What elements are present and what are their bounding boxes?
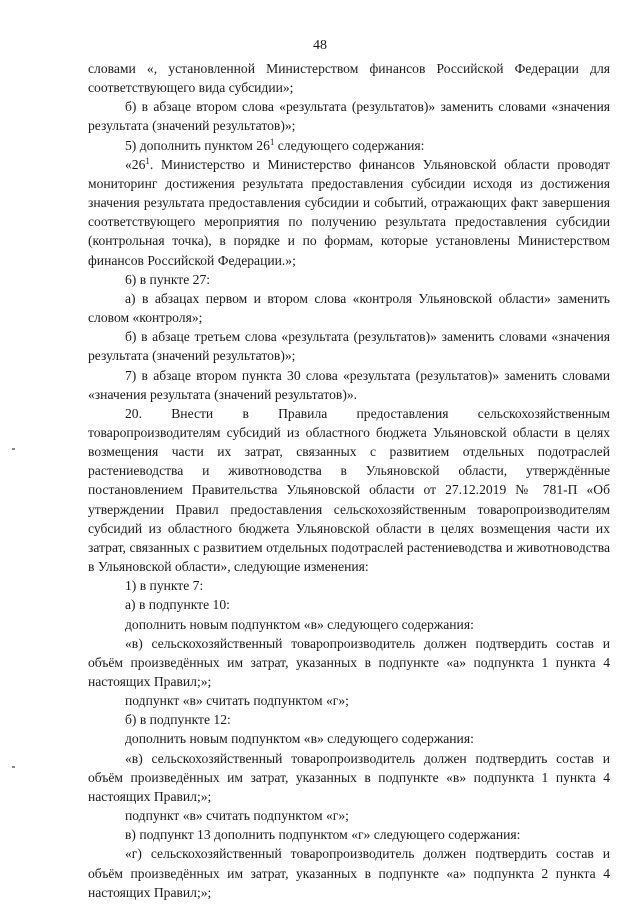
paragraph: подпункт «в» считать подпунктом «г»; xyxy=(125,808,349,824)
paragraph: б) в подпункте 12: xyxy=(125,712,231,728)
paragraph: б) в абзаце втором слова «результата (результатов)» заменить словами «значения результата (значений результатов)»; xyxy=(88,99,610,134)
paragraph: 7) в абзаце втором пункта 30 слова «результата (результатов)» заменить словами «значения результата (значений результатов)». xyxy=(88,367,610,402)
document-body xyxy=(88,59,610,902)
paragraph: «г) сельскохозяйственный товаропроизводитель должен подтвердить состав и объём произведённых им затрат, указанных в подпункте «а» подпункта 2 пункта 4 настоящих Правил;»; xyxy=(88,846,610,900)
paragraph: «в) сельскохозяйственный товаропроизводитель должен подтвердить состав и объём произведённых им затрат, указанных в подпункте «а» подпункта 1 пункта 4 настоящих Правил;»; xyxy=(88,635,610,689)
paragraph: а) в подпункте 10: xyxy=(125,597,230,613)
paragraph: «в) сельскохозяйственный товаропроизводитель должен подтвердить состав и объём произведённых им затрат, указанных в подпункте «в» подпункта 1 пункта 4 настоящих Правил;»; xyxy=(88,750,610,804)
paragraph: 1) в пункте 7: xyxy=(125,578,204,594)
paragraph: 5) дополнить пунктом $26^1$ следующего содержания: xyxy=(125,136,425,153)
scan-mark xyxy=(12,448,15,450)
paragraph: б) в абзаце третьем слова «результата (результатов)» заменить словами «значения результата (значений результатов)»; xyxy=(88,329,610,364)
paragraph: а) в абзацах первом и втором слова «контроля Ульяновской области» заменить словом «контроля»; xyxy=(88,290,610,326)
paragraph: 20. Внести в Правила предоставления сельскохозяйственным товаропроизводителям субсидий из областного бюджета Ульяновской области в целях возмещения части их затрат, связанных с развитием отдельных подотраслей растениеводства и животноводства в Ульяновской области, утверждённые постановлением Правительства Ульяновской области от 27.12.2019 № 781-П «Об утверждении Правил предоставления сельскохозяйственным товаропроизводителям субсидий из областного бюджета Ульяновской области в целях возмещения части их затрат, связанных с развитием отдельных подотраслей растениеводства и животноводства в Ульяновской области», следующие изменения: xyxy=(88,405,610,575)
paragraph: дополнить новым подпунктом «в» следующего содержания: xyxy=(125,731,474,747)
paragraph: «$26^1$. Министерство и Министерство финансов Ульяновской области проводят мониторинг достижения результата предоставления субсидии исходя из достижения значения результата предоставления субсидии и событий, отражающих факт завершения соответствующего мероприятия по получению результата предоставления субсидии (контрольная точка), в порядке и по формам, которые установлены Министерством финансов Российской Федерации.»; xyxy=(88,155,610,268)
paragraph: 6) в пункте 27: xyxy=(125,271,211,287)
paragraph: в) подпункт 13 дополнить подпунктом «г» следующего содержания: xyxy=(125,827,521,843)
paragraph: подпункт «в» считать подпунктом «г»; xyxy=(125,693,349,709)
scan-mark xyxy=(12,766,15,768)
paragraph: словами «, установленной Министерством финансов Российской Федерации для соответствующего вида субсидии»; xyxy=(88,61,610,96)
page-number: 48 xyxy=(313,38,327,53)
paragraph: дополнить новым подпунктом «в» следующего содержания: xyxy=(125,616,474,632)
